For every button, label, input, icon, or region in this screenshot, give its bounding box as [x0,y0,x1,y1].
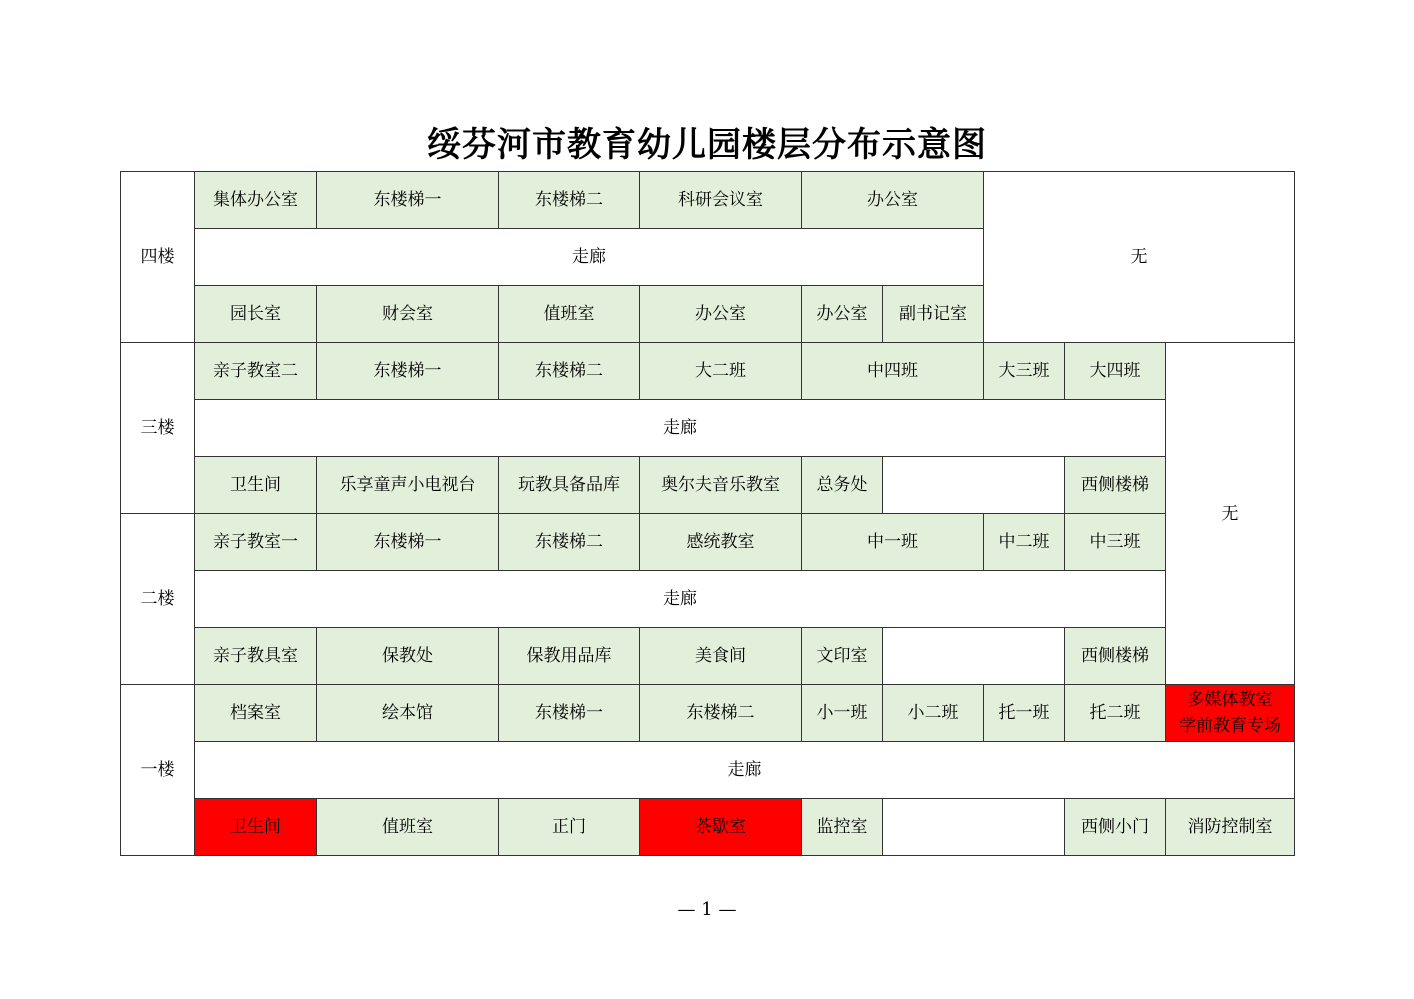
room-cell: 感统教室 [640,514,802,571]
multimedia-line-2: 学前教育专场 [1179,716,1281,736]
room-cell: 保教用品库 [499,628,640,685]
room-cell: 中一班 [802,514,984,571]
not-applicable-cell: 无 [1166,343,1295,685]
room-cell: 科研会议室 [640,172,802,229]
floor-1-corridor-row [121,742,1295,799]
room-cell: 中三班 [1065,514,1166,571]
room-cell: 办公室 [640,286,802,343]
corridor-cell: 走廊 [195,400,1166,457]
floor-3-bottom-row [121,457,1295,514]
room-cell: 亲子教室一 [195,514,317,571]
multimedia-room-cell [1166,685,1295,742]
floor-label: 一楼 [121,685,195,856]
room-cell: 亲子教室二 [195,343,317,400]
room-cell: 卫生间 [195,457,317,514]
floor-2-corridor-row [121,571,1295,628]
room-cell: 集体办公室 [195,172,317,229]
room-cell: 监控室 [802,799,883,856]
room-cell: 茶歇室 [640,799,802,856]
room-cell: 美食间 [640,628,802,685]
room-cell: 财会室 [317,286,499,343]
floor-1-top-row [121,685,1295,742]
room-cell: 档案室 [195,685,317,742]
room-cell: 东楼梯一 [317,172,499,229]
room-cell: 东楼梯一 [499,685,640,742]
room-cell: 卫生间 [195,799,317,856]
room-cell: 西侧楼梯 [1065,628,1166,685]
not-applicable-cell: 无 [984,172,1295,343]
room-cell: 东楼梯二 [499,514,640,571]
empty-cell [883,457,1065,514]
room-cell: 小一班 [802,685,883,742]
room-cell: 副书记室 [883,286,984,343]
room-cell: 大三班 [984,343,1065,400]
page-title: 绥芬河市教育幼儿园楼层分布示意图 [427,125,987,165]
room-cell: 小二班 [883,685,984,742]
corridor-cell: 走廊 [195,742,1295,799]
room-cell: 绘本馆 [317,685,499,742]
corridor-cell: 走廊 [195,229,984,286]
page-number: — 1 — [677,899,737,920]
room-cell: 文印室 [802,628,883,685]
room-cell: 东楼梯一 [317,343,499,400]
room-cell: 大四班 [1065,343,1166,400]
room-cell: 保教处 [317,628,499,685]
room-cell: 托二班 [1065,685,1166,742]
room-cell: 值班室 [317,799,499,856]
multimedia-line-1: 多媒体教室 [1187,690,1273,710]
room-cell: 总务处 [802,457,883,514]
room-cell: 正门 [499,799,640,856]
room-cell: 东楼梯二 [640,685,802,742]
floor-plan-table [120,171,1295,856]
floor-label: 二楼 [121,514,195,685]
room-cell: 值班室 [499,286,640,343]
room-cell: 中四班 [802,343,984,400]
floor-4-top-row [121,172,1295,229]
room-cell: 消防控制室 [1166,799,1295,856]
room-cell: 大二班 [640,343,802,400]
floor-label: 四楼 [121,172,195,343]
room-cell: 东楼梯二 [499,172,640,229]
room-cell: 西侧楼梯 [1065,457,1166,514]
floor-2-bottom-row [121,628,1295,685]
room-cell: 玩教具备品库 [499,457,640,514]
room-cell: 东楼梯二 [499,343,640,400]
room-cell: 办公室 [802,172,984,229]
empty-cell [883,799,1065,856]
room-cell: 东楼梯一 [317,514,499,571]
room-cell: 西侧小门 [1065,799,1166,856]
floor-1-bottom-row [121,799,1295,856]
empty-cell [883,628,1065,685]
room-cell: 办公室 [802,286,883,343]
floor-label: 三楼 [121,343,195,514]
floor-3-corridor-row [121,400,1295,457]
room-cell: 园长室 [195,286,317,343]
room-cell: 奥尔夫音乐教室 [640,457,802,514]
floor-2-top-row [121,514,1295,571]
room-cell: 亲子教具室 [195,628,317,685]
room-cell: 托一班 [984,685,1065,742]
corridor-cell: 走廊 [195,571,1166,628]
room-cell: 乐享童声小电视台 [317,457,499,514]
room-cell: 中二班 [984,514,1065,571]
floor-3-top-row [121,343,1295,400]
